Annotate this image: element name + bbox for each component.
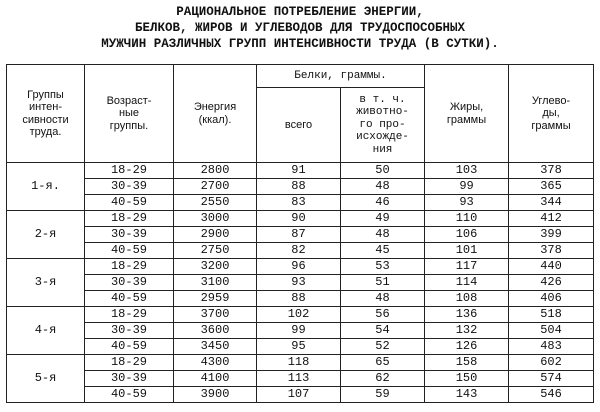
cell-proteins-total: 107 xyxy=(257,387,341,403)
cell-energy: 3700 xyxy=(174,307,257,323)
cell-proteins-total: 88 xyxy=(257,179,341,195)
cell-energy: 4100 xyxy=(174,371,257,387)
table-row xyxy=(7,211,594,227)
cell-fats: 126 xyxy=(425,339,509,355)
title-line-3: МУЖЧИН РАЗЛИЧНЫХ ГРУПП ИНТЕНСИВНОСТИ ТРУДА (В СУТКИ). xyxy=(101,37,499,51)
cell-fats: 99 xyxy=(425,179,509,195)
cell-age: 40-59 xyxy=(85,243,174,259)
cell-energy: 2700 xyxy=(174,179,257,195)
cell-proteins-animal: 50 xyxy=(341,163,425,179)
cell-energy: 2959 xyxy=(174,291,257,307)
cell-proteins-animal: 45 xyxy=(341,243,425,259)
cell-carbs: 602 xyxy=(509,355,594,371)
cell-proteins-animal: 56 xyxy=(341,307,425,323)
table-row xyxy=(7,355,594,371)
cell-proteins-total: 87 xyxy=(257,227,341,243)
cell-fats: 143 xyxy=(425,387,509,403)
cell-energy: 3450 xyxy=(174,339,257,355)
table-row xyxy=(7,195,594,211)
table-row xyxy=(7,387,594,403)
cell-age: 30-39 xyxy=(85,275,174,291)
cell-carbs: 406 xyxy=(509,291,594,307)
cell-carbs: 574 xyxy=(509,371,594,387)
cell-proteins-total: 96 xyxy=(257,259,341,275)
cell-age: 40-59 xyxy=(85,291,174,307)
cell-energy: 4300 xyxy=(174,355,257,371)
cell-proteins-total: 93 xyxy=(257,275,341,291)
cell-proteins-animal: 59 xyxy=(341,387,425,403)
cell-energy: 3100 xyxy=(174,275,257,291)
cell-energy: 2750 xyxy=(174,243,257,259)
table-row xyxy=(7,163,594,179)
table-row xyxy=(7,291,594,307)
cell-proteins-total: 113 xyxy=(257,371,341,387)
table-row xyxy=(7,323,594,339)
cell-proteins-animal: 65 xyxy=(341,355,425,371)
table-row xyxy=(7,339,594,355)
cell-carbs: 483 xyxy=(509,339,594,355)
header-proteins-animal: в т. ч. животно- го про- исхожде- ния xyxy=(341,88,425,163)
cell-fats: 93 xyxy=(425,195,509,211)
cell-energy: 2800 xyxy=(174,163,257,179)
cell-age: 18-29 xyxy=(85,211,174,227)
cell-carbs: 546 xyxy=(509,387,594,403)
table-row xyxy=(7,307,594,323)
cell-fats: 108 xyxy=(425,291,509,307)
cell-energy: 2900 xyxy=(174,227,257,243)
cell-proteins-total: 102 xyxy=(257,307,341,323)
cell-proteins-total: 90 xyxy=(257,211,341,227)
cell-carbs: 378 xyxy=(509,163,594,179)
cell-carbs: 412 xyxy=(509,211,594,227)
table-row xyxy=(7,243,594,259)
table-row xyxy=(7,275,594,291)
title-line-1: РАЦИОНАЛЬНОЕ ПОТРЕБЛЕНИЕ ЭНЕРГИИ, xyxy=(176,5,424,19)
cell-carbs: 365 xyxy=(509,179,594,195)
cell-age: 30-39 xyxy=(85,323,174,339)
cell-fats: 114 xyxy=(425,275,509,291)
header-age: Возраст- ные группы. xyxy=(85,65,174,163)
cell-proteins-animal: 52 xyxy=(341,339,425,355)
cell-age: 18-29 xyxy=(85,355,174,371)
cell-proteins-total: 118 xyxy=(257,355,341,371)
cell-proteins-total: 82 xyxy=(257,243,341,259)
cell-energy: 3900 xyxy=(174,387,257,403)
cell-proteins-total: 91 xyxy=(257,163,341,179)
table-row xyxy=(7,371,594,387)
cell-fats: 150 xyxy=(425,371,509,387)
cell-proteins-animal: 54 xyxy=(341,323,425,339)
group-label: 3-я xyxy=(7,259,85,307)
cell-proteins-animal: 48 xyxy=(341,179,425,195)
cell-age: 40-59 xyxy=(85,339,174,355)
cell-fats: 132 xyxy=(425,323,509,339)
cell-carbs: 518 xyxy=(509,307,594,323)
group-label: 5-я xyxy=(7,355,85,403)
cell-proteins-animal: 53 xyxy=(341,259,425,275)
cell-age: 18-29 xyxy=(85,259,174,275)
cell-fats: 103 xyxy=(425,163,509,179)
cell-age: 18-29 xyxy=(85,163,174,179)
cell-fats: 110 xyxy=(425,211,509,227)
cell-age: 30-39 xyxy=(85,371,174,387)
cell-proteins-animal: 51 xyxy=(341,275,425,291)
cell-carbs: 344 xyxy=(509,195,594,211)
cell-fats: 158 xyxy=(425,355,509,371)
header-carbs: Углево- ды, граммы xyxy=(509,65,594,163)
cell-fats: 101 xyxy=(425,243,509,259)
header-proteins: Белки, граммы. xyxy=(257,65,425,88)
cell-age: 40-59 xyxy=(85,195,174,211)
cell-energy: 3200 xyxy=(174,259,257,275)
cell-proteins-animal: 46 xyxy=(341,195,425,211)
cell-proteins-animal: 48 xyxy=(341,291,425,307)
cell-proteins-animal: 48 xyxy=(341,227,425,243)
cell-energy: 2550 xyxy=(174,195,257,211)
cell-age: 40-59 xyxy=(85,387,174,403)
cell-carbs: 426 xyxy=(509,275,594,291)
cell-proteins-total: 95 xyxy=(257,339,341,355)
document-title xyxy=(0,4,600,52)
cell-proteins-animal: 49 xyxy=(341,211,425,227)
cell-proteins-animal: 62 xyxy=(341,371,425,387)
cell-age: 30-39 xyxy=(85,227,174,243)
cell-age: 30-39 xyxy=(85,179,174,195)
cell-carbs: 399 xyxy=(509,227,594,243)
cell-energy: 3600 xyxy=(174,323,257,339)
nutrition-table xyxy=(6,64,594,403)
header-energy: Энергия (ккал). xyxy=(174,65,257,163)
cell-carbs: 378 xyxy=(509,243,594,259)
table-row xyxy=(7,259,594,275)
cell-carbs: 504 xyxy=(509,323,594,339)
table-body xyxy=(7,163,594,403)
header-fats: Жиры, граммы xyxy=(425,65,509,163)
group-label: 2-я xyxy=(7,211,85,259)
cell-proteins-total: 83 xyxy=(257,195,341,211)
cell-fats: 136 xyxy=(425,307,509,323)
cell-fats: 106 xyxy=(425,227,509,243)
group-label: 1-я. xyxy=(7,163,85,211)
cell-proteins-total: 88 xyxy=(257,291,341,307)
cell-fats: 117 xyxy=(425,259,509,275)
cell-age: 18-29 xyxy=(85,307,174,323)
header-proteins-total: всего xyxy=(257,88,341,163)
cell-carbs: 440 xyxy=(509,259,594,275)
group-label: 4-я xyxy=(7,307,85,355)
table-row xyxy=(7,179,594,195)
table-row xyxy=(7,227,594,243)
title-line-2: БЕЛКОВ, ЖИРОВ И УГЛЕВОДОВ ДЛЯ ТРУДОСПОСОБНЫХ xyxy=(134,21,466,35)
header-group: Группы интен- сивности труда. xyxy=(7,65,85,163)
cell-energy: 3000 xyxy=(174,211,257,227)
cell-proteins-total: 99 xyxy=(257,323,341,339)
